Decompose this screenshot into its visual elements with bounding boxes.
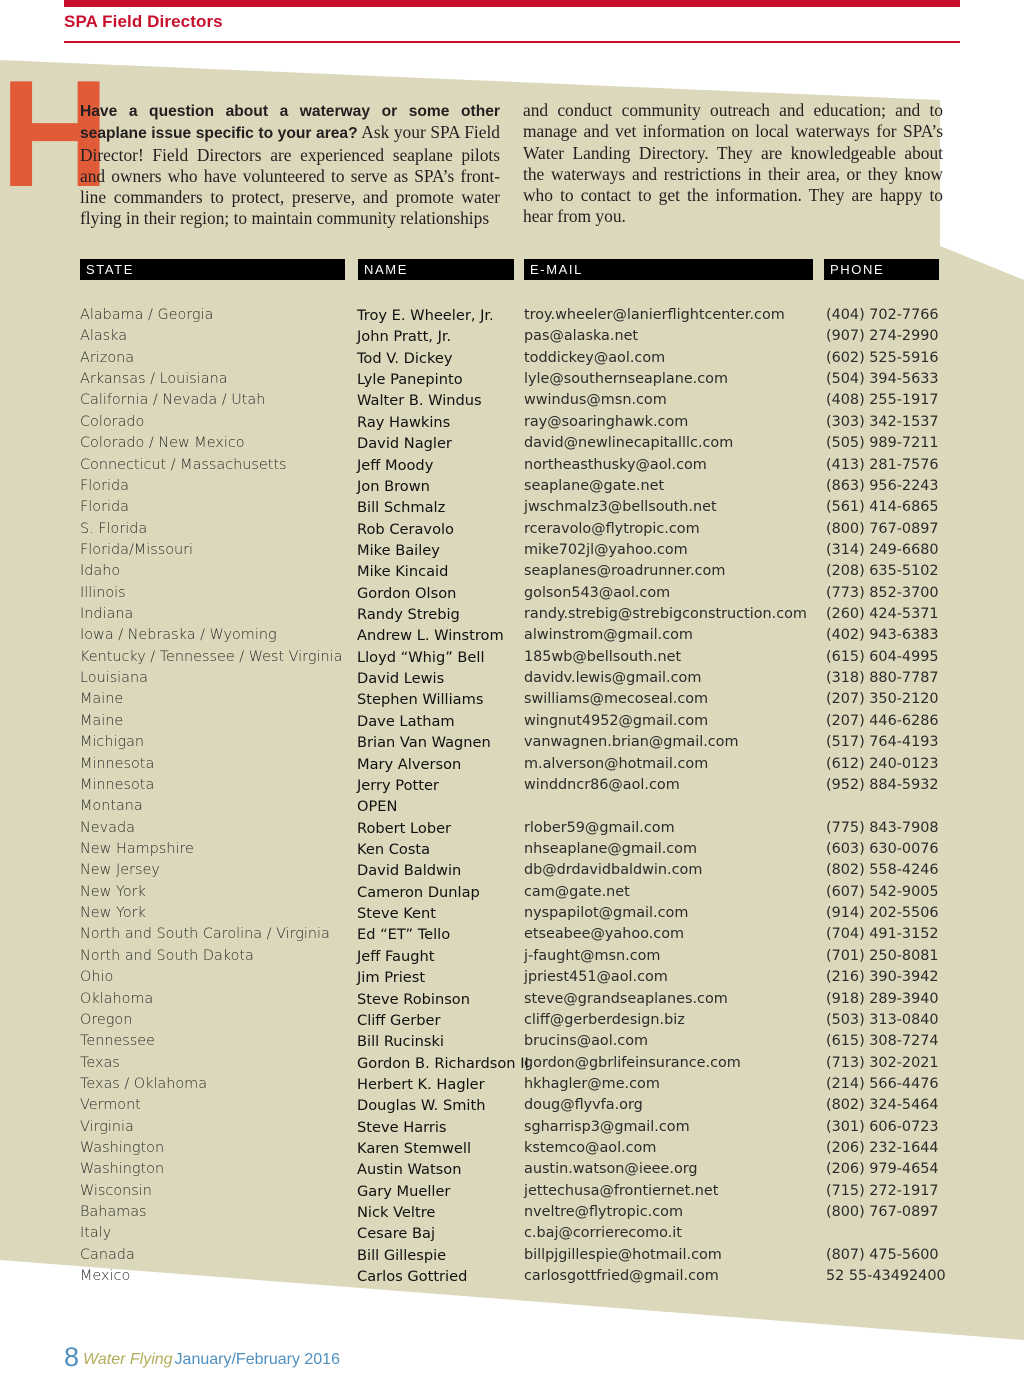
email-link[interactable]: vanwagnen.brian@gmail.com: [524, 734, 739, 751]
table-row: [0, 305, 1024, 326]
state-cell: Kentucky / Tennessee / West Virginia: [80, 648, 343, 665]
state-cell: Arkansas / Louisiana: [80, 371, 228, 388]
email-link[interactable]: toddickey@aol.com: [524, 349, 666, 366]
phone-cell: (216) 390-3942: [826, 969, 939, 986]
phone-cell: (802) 324-5464: [826, 1097, 939, 1114]
email-link[interactable]: 185wb@bellsouth.net: [524, 648, 682, 665]
name-cell: Bill Schmalz: [357, 499, 446, 517]
email-link[interactable]: rceravolo@flytropic.com: [524, 520, 700, 537]
state-cell: Alaska: [80, 328, 128, 345]
email-link[interactable]: doug@flyvfa.org: [524, 1097, 643, 1114]
table-row: [0, 1202, 1024, 1223]
intro-paragraph-right: and conduct community outreach and education; and to manage and vet information on local waterways for SPA’s Water Landing Directory. They are knowledgeable about the waterways and restrictions in their area, or they know who to contact to get the information. They are happy to hear from you.: [523, 100, 943, 227]
email-link[interactable]: kstemco@aol.com: [524, 1140, 657, 1157]
state-cell: Colorado: [80, 413, 145, 430]
name-cell: David Lewis: [357, 670, 445, 688]
phone-cell: (207) 350-2120: [826, 691, 939, 708]
name-cell: Troy E. Wheeler, Jr.: [357, 307, 494, 324]
name-cell: David Nagler: [357, 435, 452, 453]
email-link[interactable]: nveltre@flytropic.com: [524, 1204, 683, 1221]
table-row: [0, 732, 1024, 753]
dropcap-letter: H: [0, 49, 110, 219]
state-cell: Ohio: [80, 969, 114, 986]
email-link[interactable]: brucins@aol.com: [524, 1033, 649, 1050]
state-cell: Vermont: [80, 1097, 141, 1114]
name-cell: Ray Hawkins: [357, 413, 451, 431]
table-row: [0, 519, 1024, 540]
state-cell: Oklahoma: [80, 990, 154, 1007]
name-cell: Brian Van Wagnen: [357, 734, 491, 752]
name-cell: Herbert K. Hagler: [357, 1075, 485, 1093]
name-cell: Gordon B. Richardson II: [357, 1054, 529, 1072]
name-cell: Karen Stemwell: [357, 1140, 472, 1158]
phone-cell: (402) 943-6383: [826, 627, 939, 644]
table-row: [0, 689, 1024, 710]
name-cell: Bill Rucinski: [357, 1033, 444, 1051]
name-cell: John Pratt, Jr.: [357, 328, 452, 346]
name-cell: Mary Alverson: [357, 755, 462, 773]
phone-cell: (413) 281-7576: [826, 456, 939, 473]
email-link[interactable]: golson543@aol.com: [524, 584, 671, 601]
phone-cell: (603) 630-0076: [826, 840, 939, 857]
phone-cell: (807) 475-5600: [826, 1246, 939, 1263]
table-row: [0, 369, 1024, 390]
name-cell: Jeff Faught: [357, 947, 435, 965]
state-cell: Florida: [80, 477, 129, 494]
table-row: [0, 348, 1024, 369]
email-link[interactable]: swilliams@mecoseal.com: [524, 691, 709, 708]
name-cell: Rob Ceravolo: [357, 520, 454, 538]
table-row: [0, 1053, 1024, 1074]
name-cell: Carlos Gottried: [357, 1268, 468, 1286]
name-cell: Jon Brown: [357, 477, 430, 495]
name-cell: Gordon Olson: [357, 584, 457, 602]
email-link[interactable]: jpriest451@aol.com: [524, 969, 668, 986]
state-cell: New York: [80, 905, 146, 922]
name-cell: Jerry Potter: [357, 776, 439, 794]
state-cell: Oregon: [80, 1011, 133, 1028]
state-cell: North and South Dakota: [80, 947, 254, 964]
email-link[interactable]: pas@alaska.net: [524, 328, 639, 345]
state-cell: Connecticut / Massachusetts: [80, 456, 287, 473]
email-link[interactable]: nhseaplane@gmail.com: [524, 840, 698, 857]
intro-left-text: Ask your SPA Field Director! Field Directors are experienced seaplane pilots and owners who have volunteered to serve as SPA’s front-line commanders to protect, preserve, and promote water flying in their region; to maintain community relationships: [80, 122, 500, 229]
table-row: [0, 989, 1024, 1010]
table-row: [0, 1031, 1024, 1052]
state-cell: S. Florida: [80, 520, 148, 537]
name-cell: Cesare Baj: [357, 1225, 436, 1243]
state-cell: Indiana: [80, 606, 134, 623]
phone-cell: (408) 255-1917: [826, 392, 939, 409]
state-cell: Tennessee: [80, 1033, 155, 1050]
phone-cell: (773) 852-3700: [826, 584, 939, 601]
state-cell: Florida: [80, 499, 129, 516]
table-row: [0, 1095, 1024, 1116]
table-row: [0, 433, 1024, 454]
email-link[interactable]: alwinstrom@gmail.com: [524, 627, 693, 644]
page-footer: [64, 1342, 340, 1373]
state-cell: Canada: [80, 1246, 135, 1263]
email-link[interactable]: northeasthusky@aol.com: [524, 456, 707, 473]
phone-cell: (602) 525-5916: [826, 349, 939, 366]
phone-cell: (206) 979-4654: [826, 1161, 939, 1178]
phone-cell: (207) 446-6286: [826, 712, 939, 729]
state-cell: Mexico: [80, 1268, 131, 1285]
table-row: [0, 946, 1024, 967]
table-row: [0, 903, 1024, 924]
table-row: [0, 390, 1024, 411]
state-cell: Maine: [80, 691, 124, 708]
state-cell: Washington: [80, 1161, 165, 1178]
phone-cell: (301) 606-0723: [826, 1118, 939, 1135]
phone-cell: (517) 764-4193: [826, 734, 939, 751]
email-link[interactable]: nyspapilot@gmail.com: [524, 905, 689, 922]
email-link[interactable]: steve@grandseaplanes.com: [524, 990, 728, 1007]
state-cell: Wisconsin: [80, 1182, 152, 1199]
table-row: [0, 1074, 1024, 1095]
phone-cell: (561) 414-6865: [826, 499, 939, 516]
state-cell: Colorado / New Mexico: [80, 435, 245, 452]
table-row: [0, 1223, 1024, 1244]
email-link[interactable]: austin.watson@ieee.org: [524, 1161, 698, 1178]
table-row: [0, 796, 1024, 817]
email-link[interactable]: david@newlinecapitalllc.com: [524, 435, 734, 452]
state-cell: Minnesota: [80, 776, 155, 793]
email-link[interactable]: davidv.lewis@gmail.com: [524, 670, 702, 687]
table-row: [0, 668, 1024, 689]
name-cell: Randy Strebig: [357, 606, 460, 624]
state-cell: New York: [80, 883, 146, 900]
email-link[interactable]: carlosgottfried@gmail.com: [524, 1268, 719, 1285]
table-row: [0, 412, 1024, 433]
phone-cell: (208) 635-5102: [826, 563, 939, 580]
name-cell: Walter B. Windus: [357, 392, 482, 410]
email-link[interactable]: cliff@gerberdesign.biz: [524, 1011, 685, 1028]
state-cell: California / Nevada / Utah: [80, 392, 266, 409]
state-cell: Nevada: [80, 819, 135, 836]
directors-table: [0, 305, 1024, 1288]
table-row: [0, 924, 1024, 945]
name-cell: Cameron Dunlap: [357, 883, 480, 901]
column-header-phone: PHONE: [824, 259, 939, 280]
email-link[interactable]: etseabee@yahoo.com: [524, 926, 685, 943]
table-row: [0, 540, 1024, 561]
phone-cell: (505) 989-7211: [826, 435, 939, 452]
table-row: [0, 561, 1024, 582]
name-cell: Bill Gillespie: [357, 1246, 447, 1264]
name-cell: Austin Watson: [357, 1161, 462, 1179]
email-link[interactable]: wwindus@msn.com: [524, 392, 667, 409]
phone-cell: 52 55-43492400: [826, 1268, 946, 1285]
table-row: [0, 625, 1024, 646]
email-link[interactable]: winddncr86@aol.com: [524, 776, 680, 793]
table-row: [0, 839, 1024, 860]
email-link[interactable]: randy.strebig@strebigconstruction.com: [524, 606, 807, 623]
table-row: [0, 860, 1024, 881]
table-row: [0, 497, 1024, 518]
issue-date: January/February 2016: [174, 1351, 340, 1368]
state-cell: North and South Carolina / Virginia: [80, 926, 330, 943]
email-link[interactable]: jettechusa@frontiernet.net: [524, 1182, 719, 1199]
phone-cell: (907) 274-2990: [826, 328, 939, 345]
phone-cell: (704) 491-3152: [826, 926, 939, 943]
column-header-name: NAME: [358, 259, 514, 280]
email-link[interactable]: j-faught@msn.com: [524, 947, 661, 964]
email-link[interactable]: c.baj@corrierecomo.it: [524, 1225, 682, 1242]
state-cell: Michigan: [80, 734, 145, 751]
name-cell: Mike Bailey: [357, 541, 440, 559]
email-link[interactable]: sgharrisp3@gmail.com: [524, 1118, 690, 1135]
state-cell: New Jersey: [80, 862, 160, 879]
table-row: [0, 1266, 1024, 1287]
name-cell: Ken Costa: [357, 840, 431, 858]
email-link[interactable]: billpjgillespie@hotmail.com: [524, 1246, 722, 1263]
name-cell: Douglas W. Smith: [357, 1097, 486, 1115]
intro-lead: Have a question about a waterway or some other seaplane issue specific to your area?: [80, 103, 500, 143]
phone-cell: (504) 394-5633: [826, 371, 939, 388]
email-link[interactable]: troy.wheeler@lanierflightcenter.com: [524, 307, 785, 323]
state-cell: Alabama / Georgia: [80, 307, 214, 323]
email-link[interactable]: m.alverson@hotmail.com: [524, 755, 709, 772]
state-cell: Italy: [80, 1225, 112, 1242]
email-link[interactable]: hkhagler@me.com: [524, 1075, 660, 1092]
phone-cell: (802) 558-4246: [826, 862, 939, 879]
phone-cell: (715) 272-1917: [826, 1182, 939, 1199]
column-header-email: E-MAIL: [524, 259, 813, 280]
table-row: [0, 882, 1024, 903]
phone-cell: (318) 880-7787: [826, 670, 939, 687]
table-row: [0, 967, 1024, 988]
table-row: [0, 1245, 1024, 1266]
name-cell: Andrew L. Winstrom: [357, 627, 504, 645]
section-title: SPA Field Directors: [64, 12, 223, 31]
state-cell: Maine: [80, 712, 124, 729]
name-cell: David Baldwin: [357, 862, 462, 880]
phone-cell: (863) 956-2243: [826, 477, 939, 494]
table-row: [0, 775, 1024, 796]
table-row: [0, 711, 1024, 732]
state-cell: Iowa / Nebraska / Wyoming: [80, 627, 277, 644]
name-cell: Stephen Williams: [357, 691, 484, 709]
phone-cell: (713) 302-2021: [826, 1054, 939, 1071]
email-link[interactable]: wingnut4952@gmail.com: [524, 712, 709, 729]
email-link[interactable]: cam@gate.net: [524, 883, 630, 900]
email-link[interactable]: lyle@southernseaplane.com: [524, 371, 728, 388]
page-number: 8: [64, 1342, 80, 1372]
table-row: [0, 1010, 1024, 1031]
name-cell: Nick Veltre: [357, 1204, 436, 1222]
state-cell: Arizona: [80, 349, 135, 366]
phone-cell: (206) 232-1644: [826, 1140, 939, 1157]
state-cell: Texas: [80, 1054, 120, 1071]
name-cell: Robert Lober: [357, 819, 452, 837]
phone-cell: (800) 767-0897: [826, 1204, 939, 1221]
intro-paragraph-left: [80, 100, 500, 230]
state-cell: Virginia: [80, 1118, 134, 1135]
email-link[interactable]: jwschmalz3@bellsouth.net: [524, 499, 717, 516]
email-link[interactable]: mike702jl@yahoo.com: [524, 541, 688, 558]
name-cell: Lyle Panepinto: [357, 371, 463, 389]
table-row: [0, 583, 1024, 604]
name-cell: Steve Harris: [357, 1118, 447, 1136]
phone-cell: (607) 542-9005: [826, 883, 939, 900]
phone-cell: (701) 250-8081: [826, 947, 939, 964]
phone-cell: (260) 424-5371: [826, 606, 939, 623]
column-header-state: STATE: [80, 259, 345, 280]
state-cell: Illinois: [80, 584, 126, 601]
email-link[interactable]: rlober59@gmail.com: [524, 819, 675, 836]
phone-cell: (615) 604-4995: [826, 648, 939, 665]
table-row: [0, 818, 1024, 839]
table-row: [0, 1117, 1024, 1138]
table-row: [0, 1181, 1024, 1202]
table-row: [0, 326, 1024, 347]
state-cell: Louisiana: [80, 670, 148, 687]
phone-cell: (214) 566-4476: [826, 1075, 939, 1092]
phone-cell: (800) 767-0897: [826, 520, 939, 537]
name-cell: Jeff Moody: [357, 456, 434, 474]
state-cell: Montana: [80, 798, 143, 815]
name-cell: Steve Robinson: [357, 990, 470, 1008]
phone-cell: (404) 702-7766: [826, 307, 939, 323]
phone-cell: (303) 342-1537: [826, 413, 939, 430]
phone-cell: (918) 289-3940: [826, 990, 939, 1007]
name-cell: Ed “ET” Tello: [357, 926, 451, 944]
email-link[interactable]: db@drdavidbaldwin.com: [524, 862, 703, 879]
name-cell: Cliff Gerber: [357, 1011, 441, 1029]
phone-cell: (503) 313-0840: [826, 1011, 939, 1028]
phone-cell: (775) 843-7908: [826, 819, 939, 836]
state-cell: Florida/Missouri: [80, 541, 194, 558]
table-row: [0, 476, 1024, 497]
email-link[interactable]: seaplane@gate.net: [524, 477, 665, 494]
phone-cell: (914) 202-5506: [826, 905, 939, 922]
name-cell: Dave Latham: [357, 712, 455, 730]
name-cell: Mike Kincaid: [357, 563, 449, 581]
table-row: [0, 1138, 1024, 1159]
table-row: [0, 647, 1024, 668]
email-link[interactable]: ray@soaringhawk.com: [524, 413, 689, 430]
email-link[interactable]: seaplanes@roadrunner.com: [524, 563, 726, 580]
phone-cell: (612) 240-0123: [826, 755, 939, 772]
table-row: [0, 754, 1024, 775]
phone-cell: (615) 308-7274: [826, 1033, 939, 1050]
state-cell: Minnesota: [80, 755, 155, 772]
name-cell: Jim Priest: [357, 969, 426, 987]
name-cell: Steve Kent: [357, 905, 437, 923]
magazine-title: Water Flying: [83, 1351, 173, 1368]
table-row: [0, 1159, 1024, 1180]
name-cell: Lloyd “Whig” Bell: [357, 648, 485, 666]
name-cell: Gary Mueller: [357, 1182, 451, 1200]
name-cell: OPEN: [357, 798, 398, 816]
table-row: [0, 455, 1024, 476]
phone-cell: (952) 884-5932: [826, 776, 939, 793]
name-cell: Tod V. Dickey: [357, 349, 453, 367]
phone-cell: (314) 249-6680: [826, 541, 939, 558]
state-cell: Washington: [80, 1140, 165, 1157]
state-cell: New Hampshire: [80, 840, 194, 857]
state-cell: Bahamas: [80, 1204, 147, 1221]
state-cell: Texas / Oklahoma: [80, 1075, 208, 1092]
state-cell: Idaho: [80, 563, 121, 580]
table-row: [0, 604, 1024, 625]
email-link[interactable]: gordon@gbrlifeinsurance.com: [524, 1054, 741, 1071]
